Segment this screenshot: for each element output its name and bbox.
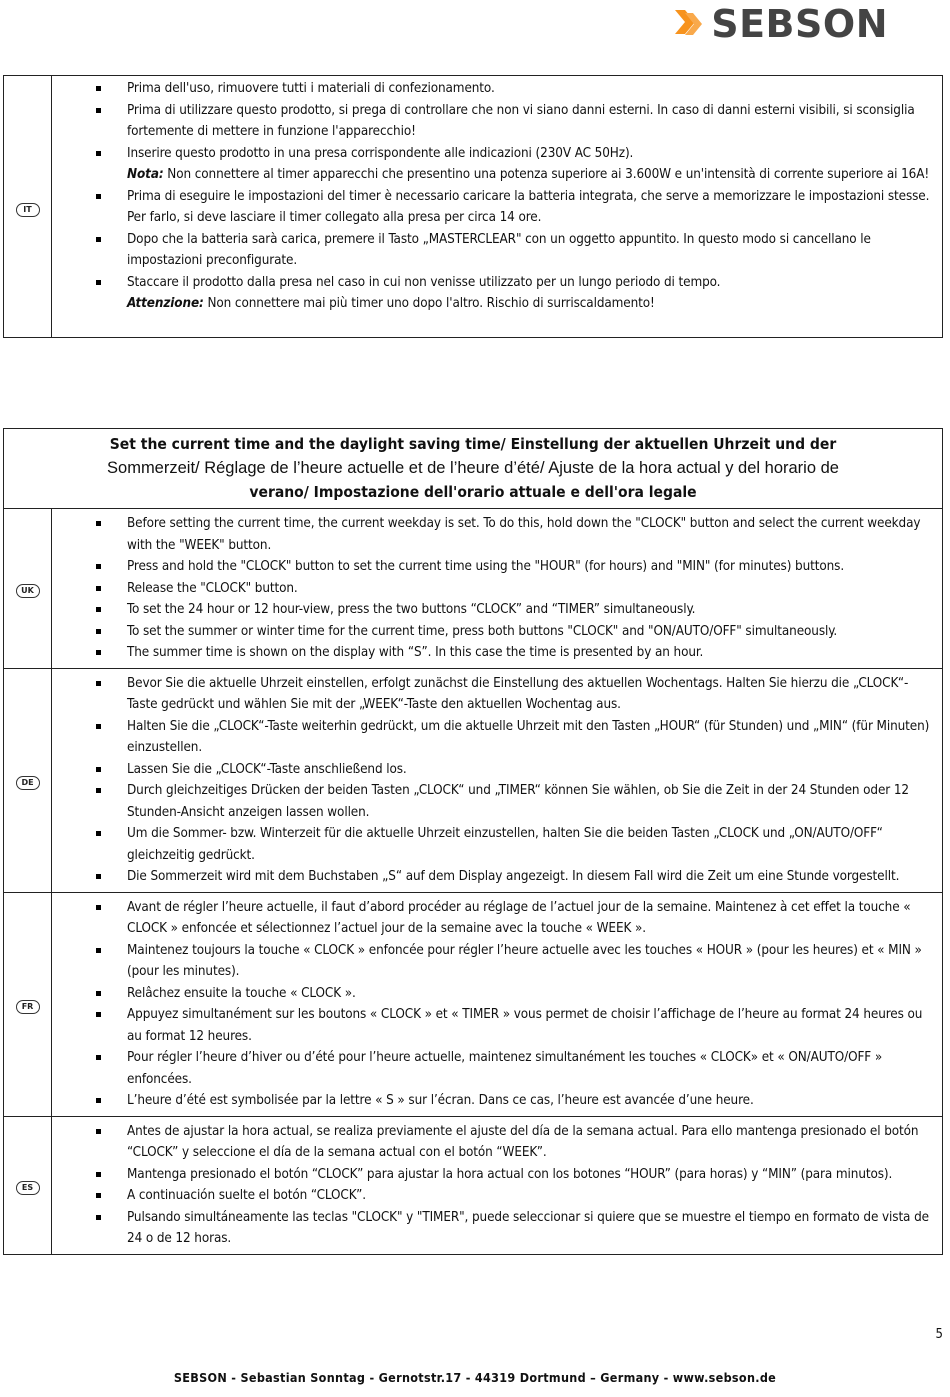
list-item: Prima dell'uso, rimuovere tutti i materiali di confezionamento. (52, 78, 934, 100)
flag-it-icon: IT (16, 203, 40, 217)
title-line-1: Set the current time and the daylight saving time/ Einstellung der aktuellen Uhrzeit und der (109, 435, 837, 453)
italian-section (3, 75, 943, 338)
list-item: Um die Sommer- bzw. Winterzeit für die aktuelle Uhrzeit einzustellen, halten Sie die beiden Tasten „CLOCK und „ON/AUTO/OFF“ gleichzeitig gedrückt. (52, 823, 934, 866)
list-item: Antes de ajustar la hora actual, se realiza previamente el ajuste del día de la semana actual. Para ello mantenga presionado el botón “CLOCK” y seleccione el día de la semana actual con el botón “WEEK”. (52, 1121, 934, 1164)
list-item: A continuación suelte el botón “CLOCK”. (52, 1185, 934, 1207)
flag-uk-icon: UK (16, 584, 40, 598)
list-item: Staccare il prodotto dalla presa nel caso in cui non venisse utilizzato per un lungo periodo di tempo. (52, 272, 934, 294)
list-item: Die Sommerzeit wird mit dem Buchstaben „S“ auf dem Display angezeigt. In diesem Fall wird die Zeit um eine Stunde vorgestellt. (52, 866, 934, 888)
logo-chevron-icon (673, 7, 707, 41)
list-item-note (52, 164, 934, 186)
french-content (52, 892, 943, 1116)
list-item: Maintenez toujours la touche « CLOCK » enfoncée pour régler l’heure actuelle avec les touches « HOUR » (pour les heures) et « MIN » (pour les minutes). (52, 940, 934, 983)
section-title (4, 429, 943, 509)
title-line-2: Sommerzeit/ Réglage de l’heure actuelle et de l’heure d’été/ Ajuste de la hora actual y del horario de (107, 459, 839, 477)
list-item: Dopo che la batteria sarà carica, premere il Tasto „MASTERCLEAR" con un oggetto appuntito. In questo modo si cancellano le impostazioni preconfigurate. (52, 229, 934, 272)
flag-fr-icon: FR (16, 1000, 40, 1014)
spanish-content (52, 1116, 943, 1254)
list-item: To set the 24 hour or 12 hour-view, press the two buttons “CLOCK” and “TIMER” simultaneously. (52, 599, 934, 621)
list-item: To set the summer or winter time for the current time, press both buttons "CLOCK" and "ON/AUTO/OFF" simultaneously. (52, 621, 934, 643)
list-item: Avant de régler l’heure actuelle, il faut d’abord procéder au réglage de l’actuel jour de la semaine. Maintenez à cet effet la touche « CLOCK » enfoncée et sélectionnez l’actuel jour de la semaine avec la touche « WEEK ». (52, 897, 934, 940)
flag-cell-es (4, 1116, 52, 1254)
list-item: Lassen Sie die „CLOCK“-Taste anschließend los. (52, 759, 934, 781)
list-item-warning (52, 293, 934, 315)
list-item: Press and hold the "CLOCK" button to set the current time using the "HOUR" (for hours) and "MIN" (for minutes) buttons. (52, 556, 934, 578)
note-label: Nota: (127, 167, 164, 182)
list-item: Bevor Sie die aktuelle Uhrzeit einstellen, erfolgt zunächst die Einstellung des aktuellen Wochentags. Halten Sie hierzu die „CLOCK“-Taste gedrückt und wählen Sie mit der „WEEK“-Taste den aktuellen Wochentag aus. (52, 673, 934, 716)
list-item: Before setting the current time, the current weekday is set. To do this, hold down the "CLOCK" button and select the current weekday with the "WEEK" button. (52, 513, 934, 556)
list-item: Release the "CLOCK" button. (52, 578, 934, 600)
time-setting-section (3, 428, 943, 1255)
list-item: Appuyez simultanément sur les boutons « CLOCK » et « TIMER » vous permet de choisir l’affichage de l’heure au format 24 heures ou au format 12 heures. (52, 1004, 934, 1047)
list-item: The summer time is shown on the display with “S”. In this case the time is presented by an hour. (52, 642, 934, 664)
list-item: Pulsando simultáneamente las teclas "CLOCK" y "TIMER", puede seleccionar si quiere que se muestre el tiempo en formato de vista de 24 o de 12 horas. (52, 1207, 934, 1250)
list-item: Prima di eseguire le impostazioni del timer è necessario caricare la batteria integrata, che serve a memorizzare le impostazioni stesse. Per farlo, si deve lasciare il timer collegato alla presa per circa 14 ore. (52, 186, 934, 229)
warning-label: Attenzione: (127, 296, 204, 311)
flag-cell-de (4, 668, 52, 892)
note-text: Non connettere al timer apparecchi che presentino una potenza superiore ai 3.600W e un'intensità di corrente superiore ai 16A! (163, 167, 930, 182)
page-number: 5 (935, 1327, 943, 1342)
flag-cell-it (4, 76, 52, 338)
list-item: Inserire questo prodotto in una presa corrispondente alle indicazioni (230V AC 50Hz). (52, 143, 934, 165)
english-content (52, 509, 943, 669)
flag-es-icon: ES (16, 1181, 40, 1195)
logo-text: SEBSON (711, 2, 888, 46)
flag-de-icon: DE (16, 776, 40, 790)
sebson-logo (673, 4, 888, 44)
list-item: Prima di utilizzare questo prodotto, si prega di controllare che non vi siano danni esterni. In caso di danni esterni visibili, si sconsiglia fortemente di mettere in funzione l'apparecchio! (52, 100, 934, 143)
german-content (52, 668, 943, 892)
flag-cell-fr (4, 892, 52, 1116)
footer: SEBSON - Sebastian Sonntag - Gernotstr.17 - 44319 Dortmund – Germany - www.sebson.de (173, 1370, 777, 1385)
title-line-3: verano/ Impostazione dell'orario attuale e dell'ora legale (249, 483, 697, 501)
list-item: Halten Sie die „CLOCK“-Taste weiterhin gedrückt, um die aktuelle Uhrzeit mit den Tasten „HOUR“ (für Stunden) und „MIN“ (für Minuten) einzustellen. (52, 716, 934, 759)
list-item: L’heure d’été est symbolisée par la lettre « S » sur l’écran. Dans ce cas, l’heure est avancée d’une heure. (52, 1090, 934, 1112)
italian-content (52, 76, 943, 338)
warning-text: Non connettere mai più timer uno dopo l'altro. Rischio di surriscaldamento! (203, 296, 655, 311)
list-item: Mantenga presionado el botón “CLOCK” para ajustar la hora actual con los botones “HOUR” (para horas) y “MIN” (para minutos). (52, 1164, 934, 1186)
flag-cell-uk (4, 509, 52, 669)
list-item: Relâchez ensuite la touche « CLOCK ». (52, 983, 934, 1005)
list-item: Durch gleichzeitiges Drücken der beiden Tasten „CLOCK“ und „TIMER“ können Sie wählen, ob Sie die Zeit in der 24 Stunden oder 12 Stunden-Ansicht anzeigen lassen wollen. (52, 780, 934, 823)
list-item: Pour régler l’heure d’hiver ou d’été pour l’heure actuelle, maintenez simultanément les touches « CLOCK» et « ON/AUTO/OFF » enfoncées. (52, 1047, 934, 1090)
